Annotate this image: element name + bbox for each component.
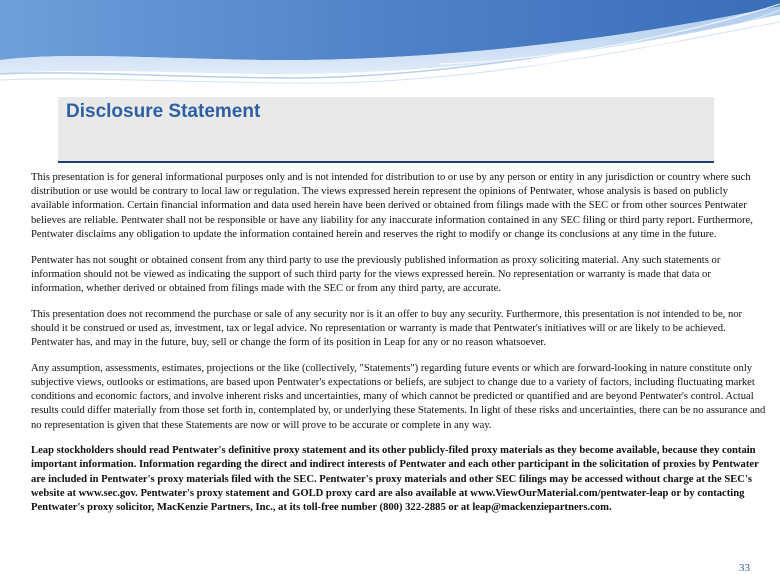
paragraph-consent: Pentwater has not sought or obtained consent from any third party to use the previously published information as proxy soliciting material. Any such statements or information should not be viewed as indicating the support of such third party for the views expressed herein. No representation or warranty is made that data or information, whether derived or obtained from filings made with the SEC or from any third party, are accurate. (31, 254, 721, 294)
page-number: 33 (739, 562, 750, 574)
disclosure-body (31, 171, 766, 515)
paragraph-proxy-notice: Leap stockholders should read Pentwater's definitive proxy statement and its other publicly-filed proxy materials as they become available, because they contain important information. Information regarding the direct and indirect interests of Pentwater and each other participant in the solicitation of proxies by Pentwater are included in Pentwater's proxy materials filed with the SEC. Pentwater's proxy materials and other SEC filings may be accessed without charge at the SEC's website at www.sec.gov. Pentwater's proxy statement and GOLD proxy card are also available at www.ViewOurMaterial.com/pentwater-leap or by contacting Pentwater's proxy solicitor, MacKenzie Partners, Inc., at its toll-free number (800) 322-2885 or at leap@mackenziepartners.com. (31, 445, 759, 514)
paragraph-no-recommendation: This presentation does not recommend the purchase or sale of any security nor is it an offer to buy any security. Furthermore, this presentation is not intended to be, nor should it be construed or used as, investment, tax or legal advice. No representation or warranty is made that Pentwater's initiatives will or are likely to be achieved. Pentwater has, and may in the future, buy, sell or change the form of its position in Leap for any or no reason whatsoever. (31, 308, 743, 349)
paragraph-general: This presentation is for general informational purposes only and is not intended for distribution to or use by any person or entity in any jurisdiction or country where such distribution or use would be contrary to local law or regulation. The views expressed herein represent the opinions of Pentwater, whose analysis is based on publicly available information. Certain financial information and data used herein have been derived or obtained from filings made with the SEC or from other sources Pentwater believes are reliable. Pentwater shall not be responsible or have any liability for any inaccurate information contained in any SEC filing or third party report. Furthermore, Pentwater disclaims any obligation to update the information contained herein and reserves the right to modify or change its conclusions at any time in the future. (31, 172, 753, 240)
paragraph-forward-looking: Any assumption, assessments, estimates, projections or the like (collectively, "Statements") regarding future events or which are forward-looking in nature constitute only subjective views, outlooks or estimations, are based upon Pentwater's expectations or beliefs, are subject to change due to a variety of factors, including fluctuating market conditions and economic factors, and involve inherent risks and uncertainties, many of which cannot be predicted or quantified and are beyond Pentwater's control. Actual results could differ materially from those set forth in, contemplated by, or underlying these Statements. In light of these risks and uncertainties, there can be no assurance and no representation is given that these Statements are now or will prove to be accurate or complete in any way. (31, 362, 766, 431)
title-band (58, 97, 714, 163)
header-wave-decoration (0, 0, 780, 90)
page-title: Disclosure Statement (66, 101, 261, 122)
